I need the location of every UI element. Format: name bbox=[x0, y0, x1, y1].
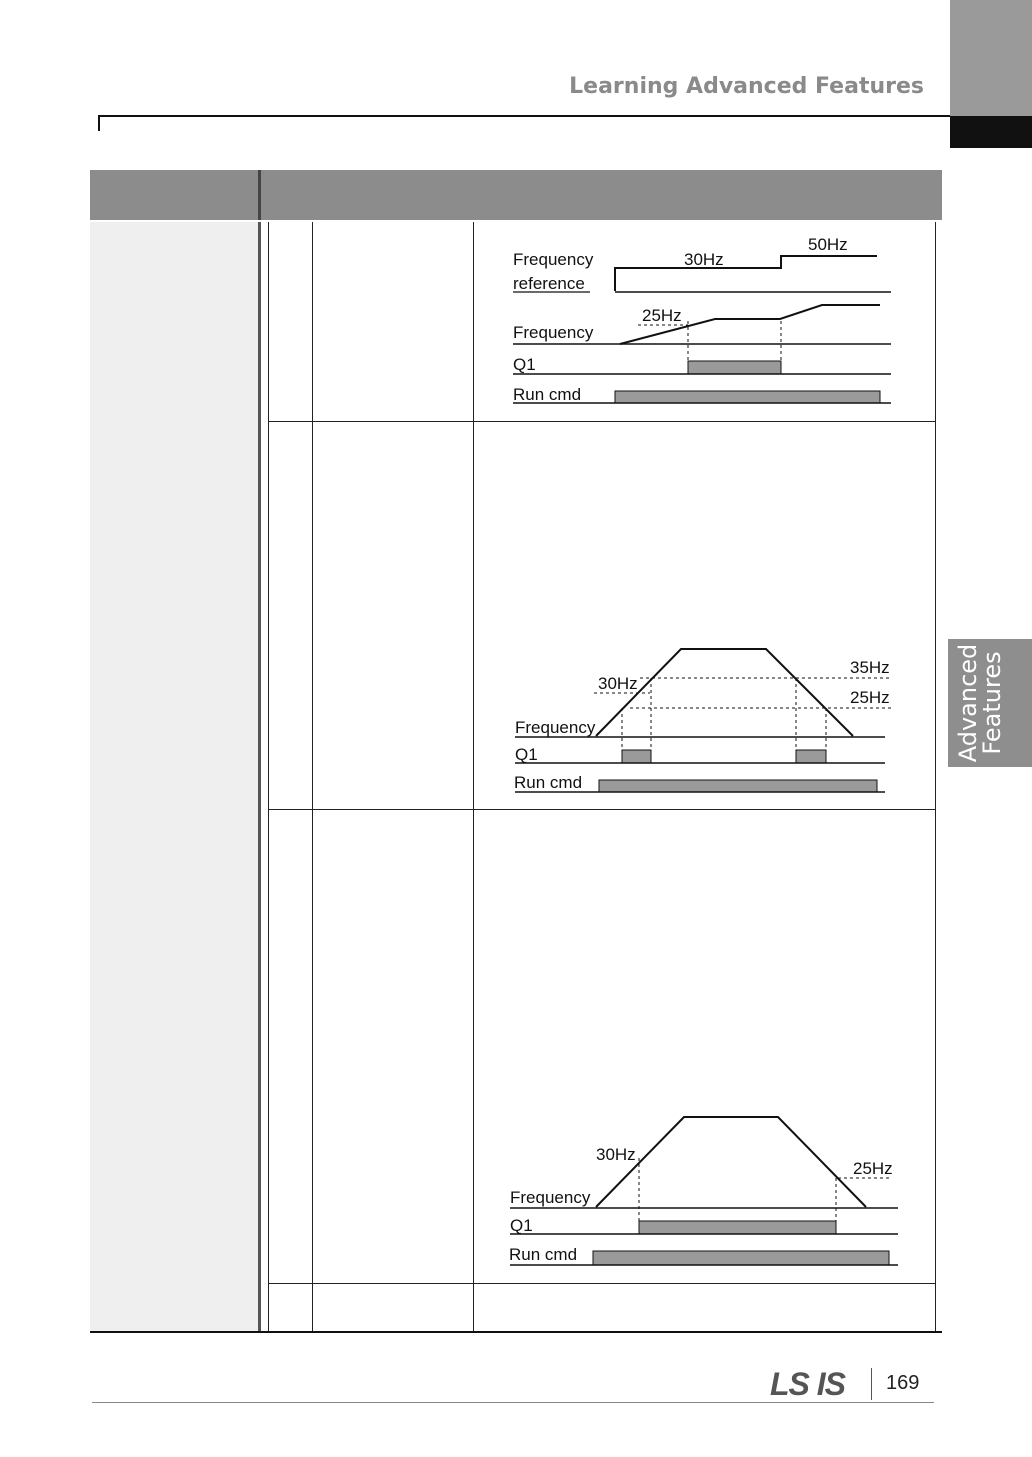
frequency-label-1: Frequency bbox=[513, 323, 594, 342]
table-header-left bbox=[90, 170, 258, 220]
timing-diagram-1 bbox=[500, 225, 900, 410]
run-cmd-label-3: Run cmd bbox=[509, 1245, 578, 1264]
q1-pulse-2b bbox=[796, 750, 826, 763]
ref-30hz-label: 30Hz bbox=[684, 250, 724, 269]
footer-rule bbox=[92, 1402, 934, 1403]
freq-ref-label-1: Frequency bbox=[513, 250, 594, 269]
frequency-waveform-3 bbox=[596, 1117, 866, 1207]
table-row-divider-1 bbox=[268, 421, 936, 422]
run-cmd-label-2: Run cmd bbox=[514, 773, 583, 792]
table-column-divider-2 bbox=[473, 222, 474, 1332]
q1-label-2: Q1 bbox=[515, 745, 538, 764]
table-left-column-border bbox=[258, 222, 261, 1332]
table-right-border bbox=[935, 222, 936, 1332]
ref-50hz-label: 50Hz bbox=[808, 235, 848, 254]
footer-separator bbox=[871, 1368, 872, 1400]
freq-25hz-label: 25Hz bbox=[642, 306, 682, 325]
hz30-label-3: 30Hz bbox=[596, 1145, 636, 1164]
run-cmd-label-1: Run cmd bbox=[513, 385, 582, 404]
run-cmd-bar-1 bbox=[615, 391, 880, 403]
side-tab-line2: Features bbox=[978, 651, 1006, 755]
header-rule-tick bbox=[98, 115, 100, 131]
company-logo bbox=[770, 1366, 845, 1403]
section-title: Learning Advanced Features bbox=[569, 74, 924, 99]
corner-tab-black bbox=[950, 116, 1032, 148]
hz30-label-2: 30Hz bbox=[598, 674, 638, 693]
chapter-side-tab bbox=[948, 639, 1032, 767]
table-row-divider-2 bbox=[268, 809, 936, 810]
q1-label-3: Q1 bbox=[510, 1216, 533, 1235]
side-tab-label bbox=[956, 641, 1032, 765]
logo-text: LS IS bbox=[770, 1366, 846, 1402]
table-bottom-rule bbox=[90, 1331, 942, 1333]
timing-diagram-3 bbox=[500, 1108, 900, 1273]
table-left-column bbox=[90, 222, 258, 1332]
page-number: 169 bbox=[886, 1372, 920, 1394]
header-rule bbox=[98, 115, 960, 117]
frequency-label-2: Frequency bbox=[515, 718, 596, 737]
q1-pulse-3 bbox=[639, 1221, 836, 1234]
q1-label-1: Q1 bbox=[513, 355, 536, 374]
hz25-label-3: 25Hz bbox=[853, 1159, 893, 1178]
freq-ref-label-2: reference bbox=[513, 274, 585, 293]
table-column-divider-1 bbox=[312, 222, 313, 1332]
side-tab-line1: Advanced bbox=[954, 643, 982, 763]
hz25-label-2: 25Hz bbox=[850, 688, 890, 707]
run-cmd-bar-3 bbox=[593, 1251, 889, 1265]
hz35-label: 35Hz bbox=[850, 658, 890, 677]
q1-pulse-2a bbox=[622, 750, 651, 763]
table-inner-left-border bbox=[268, 222, 269, 1332]
run-cmd-bar-2 bbox=[599, 780, 877, 792]
table-header-right bbox=[261, 170, 942, 220]
corner-tab-gray bbox=[950, 0, 1032, 116]
timing-diagram-2 bbox=[500, 640, 900, 800]
frequency-label-3: Frequency bbox=[510, 1188, 591, 1207]
q1-pulse-1 bbox=[688, 361, 781, 374]
table-row-divider-3 bbox=[268, 1283, 936, 1284]
freq-ref-waveform bbox=[615, 256, 877, 291]
